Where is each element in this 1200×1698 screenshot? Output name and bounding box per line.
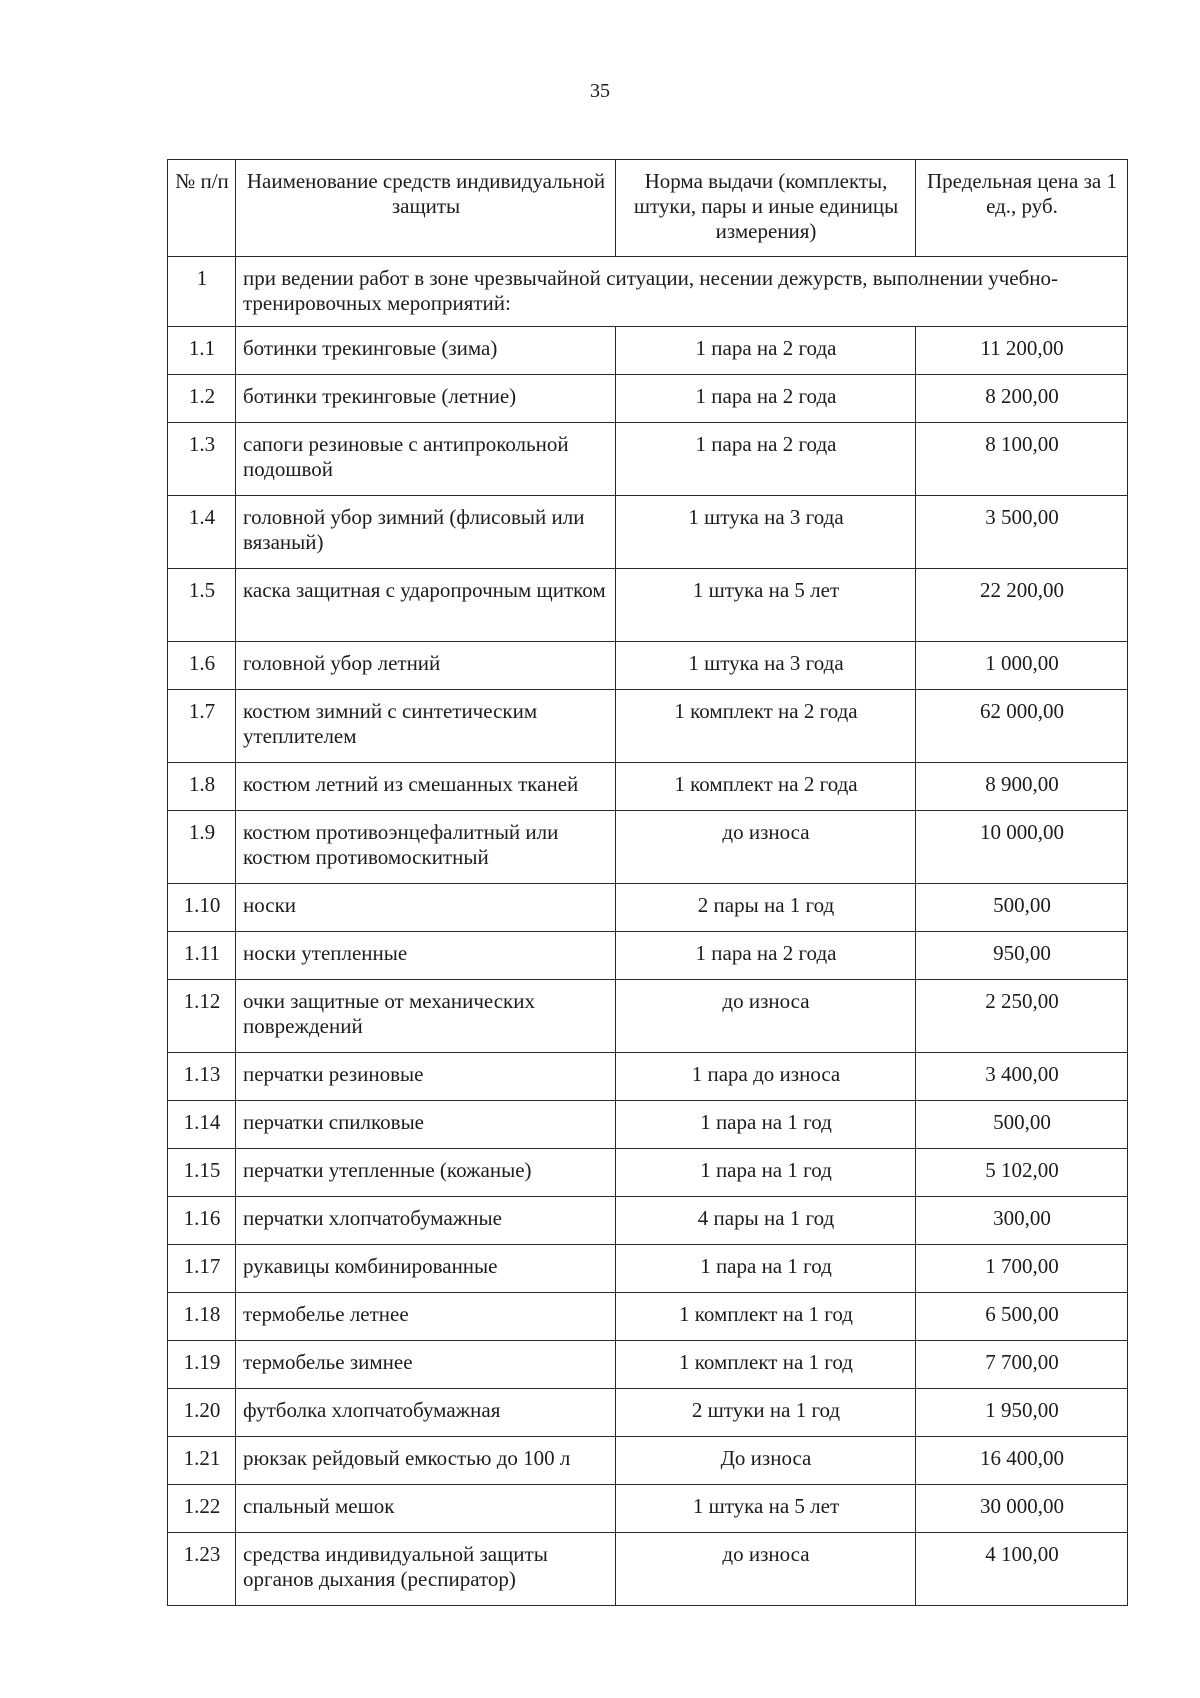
row-name: каска защитная с ударопрочным щитком: [236, 569, 616, 642]
row-norm: 1 комплект на 2 года: [616, 690, 916, 763]
row-name: средства индивидуальной защиты органов дыхания (респиратор): [236, 1533, 616, 1606]
section-text: при ведении работ в зоне чрезвычайной ситуации, несении дежурств, выполнении учебно-тренировочных мероприятий:: [236, 257, 1128, 327]
row-num: 1.2: [168, 375, 236, 423]
row-norm: До износа: [616, 1437, 916, 1485]
table-row: [168, 1293, 1128, 1341]
row-name: костюм зимний с синтетическим утеплителем: [236, 690, 616, 763]
table-row: [168, 327, 1128, 375]
row-name: рюкзак рейдовый емкостью до 100 л: [236, 1437, 616, 1485]
ppe-norms-table: [167, 159, 1128, 1606]
table-row: [168, 1101, 1128, 1149]
row-name: перчатки хлопчатобумажные: [236, 1197, 616, 1245]
row-name: ботинки трекинговые (летние): [236, 375, 616, 423]
row-name: костюм летний из смешанных тканей: [236, 763, 616, 811]
row-norm: 1 комплект на 1 год: [616, 1293, 916, 1341]
row-norm: 2 штуки на 1 год: [616, 1389, 916, 1437]
row-price: 30 000,00: [916, 1485, 1128, 1533]
row-num: 1.6: [168, 642, 236, 690]
row-num: 1.10: [168, 884, 236, 932]
table-row: [168, 1053, 1128, 1101]
row-name: футболка хлопчатобумажная: [236, 1389, 616, 1437]
row-price: 22 200,00: [916, 569, 1128, 642]
header-name: Наименование средств индивидуальной защиты: [236, 160, 616, 257]
row-norm: 1 пара на 1 год: [616, 1149, 916, 1197]
row-price: 500,00: [916, 1101, 1128, 1149]
row-price: 1 700,00: [916, 1245, 1128, 1293]
table-row: [168, 980, 1128, 1053]
header-price: Предельная цена за 1 ед., руб.: [916, 160, 1128, 257]
row-norm: 1 пара на 2 года: [616, 932, 916, 980]
row-num: 1.4: [168, 496, 236, 569]
row-price: 2 250,00: [916, 980, 1128, 1053]
row-price: 6 500,00: [916, 1293, 1128, 1341]
table-row: [168, 423, 1128, 496]
table-row: [168, 569, 1128, 642]
row-num: 1.9: [168, 811, 236, 884]
row-num: 1.20: [168, 1389, 236, 1437]
row-num: 1.22: [168, 1485, 236, 1533]
row-price: 3 500,00: [916, 496, 1128, 569]
table-header-row: [168, 160, 1128, 257]
row-name: сапоги резиновые с антипрокольной подошвой: [236, 423, 616, 496]
row-num: 1.11: [168, 932, 236, 980]
row-num: 1.1: [168, 327, 236, 375]
row-price: 8 200,00: [916, 375, 1128, 423]
row-price: 3 400,00: [916, 1053, 1128, 1101]
header-norm: Норма выдачи (комплекты, штуки, пары и иные единицы измерения): [616, 160, 916, 257]
row-norm: до износа: [616, 1533, 916, 1606]
row-norm: 1 штука на 5 лет: [616, 1485, 916, 1533]
row-name: термобелье зимнее: [236, 1341, 616, 1389]
row-num: 1.17: [168, 1245, 236, 1293]
row-price: 1 950,00: [916, 1389, 1128, 1437]
row-num: 1.16: [168, 1197, 236, 1245]
table-row: [168, 884, 1128, 932]
row-norm: 2 пары на 1 год: [616, 884, 916, 932]
row-num: 1.5: [168, 569, 236, 642]
row-name: перчатки утепленные (кожаные): [236, 1149, 616, 1197]
row-price: 8 100,00: [916, 423, 1128, 496]
row-price: 16 400,00: [916, 1437, 1128, 1485]
row-price: 7 700,00: [916, 1341, 1128, 1389]
row-num: 1.18: [168, 1293, 236, 1341]
table-row: [168, 811, 1128, 884]
table-row: [168, 496, 1128, 569]
row-num: 1.23: [168, 1533, 236, 1606]
row-price: 10 000,00: [916, 811, 1128, 884]
row-price: 62 000,00: [916, 690, 1128, 763]
row-name: перчатки резиновые: [236, 1053, 616, 1101]
row-num: 1.13: [168, 1053, 236, 1101]
table-row: [168, 642, 1128, 690]
section-num: 1: [168, 257, 236, 327]
table-row: [168, 375, 1128, 423]
row-name: ботинки трекинговые (зима): [236, 327, 616, 375]
row-name: спальный мешок: [236, 1485, 616, 1533]
row-price: 1 000,00: [916, 642, 1128, 690]
table-row: [168, 1149, 1128, 1197]
table-row: [168, 1533, 1128, 1606]
table-row: [168, 690, 1128, 763]
row-price: 11 200,00: [916, 327, 1128, 375]
row-price: 300,00: [916, 1197, 1128, 1245]
row-norm: 1 пара на 2 года: [616, 327, 916, 375]
row-name: рукавицы комбинированные: [236, 1245, 616, 1293]
row-num: 1.15: [168, 1149, 236, 1197]
row-norm: 1 штука на 5 лет: [616, 569, 916, 642]
row-price: 4 100,00: [916, 1533, 1128, 1606]
row-norm: 1 комплект на 1 год: [616, 1341, 916, 1389]
row-name: головной убор зимний (флисовый или вязаный): [236, 496, 616, 569]
row-norm: до износа: [616, 811, 916, 884]
table-row: [168, 1485, 1128, 1533]
row-price: 950,00: [916, 932, 1128, 980]
table-row: [168, 763, 1128, 811]
row-norm: 1 пара на 1 год: [616, 1101, 916, 1149]
table-row: [168, 1197, 1128, 1245]
row-num: 1.8: [168, 763, 236, 811]
row-norm: 1 штука на 3 года: [616, 642, 916, 690]
row-num: 1.7: [168, 690, 236, 763]
row-norm: до износа: [616, 980, 916, 1053]
row-num: 1.3: [168, 423, 236, 496]
row-name: термобелье летнее: [236, 1293, 616, 1341]
row-name: очки защитные от механических повреждений: [236, 980, 616, 1053]
page-number: 35: [590, 80, 610, 102]
table-row: [168, 932, 1128, 980]
table-row: [168, 1437, 1128, 1485]
row-price: 500,00: [916, 884, 1128, 932]
row-name: носки: [236, 884, 616, 932]
row-norm: 1 пара на 2 года: [616, 375, 916, 423]
table-row: [168, 1341, 1128, 1389]
row-name: перчатки спилковые: [236, 1101, 616, 1149]
row-norm: 1 пара до износа: [616, 1053, 916, 1101]
row-num: 1.14: [168, 1101, 236, 1149]
table-row: [168, 1245, 1128, 1293]
row-norm: 1 комплект на 2 года: [616, 763, 916, 811]
row-name: костюм противоэнцефалитный или костюм противомоскитный: [236, 811, 616, 884]
row-norm: 1 пара на 2 года: [616, 423, 916, 496]
row-norm: 1 штука на 3 года: [616, 496, 916, 569]
table-row: [168, 1389, 1128, 1437]
row-price: 8 900,00: [916, 763, 1128, 811]
row-norm: 1 пара на 1 год: [616, 1245, 916, 1293]
row-num: 1.19: [168, 1341, 236, 1389]
row-name: головной убор летний: [236, 642, 616, 690]
header-num: № п/п: [168, 160, 236, 257]
row-norm: 4 пары на 1 год: [616, 1197, 916, 1245]
section-row: [168, 257, 1128, 327]
row-num: 1.12: [168, 980, 236, 1053]
row-price: 5 102,00: [916, 1149, 1128, 1197]
row-num: 1.21: [168, 1437, 236, 1485]
row-name: носки утепленные: [236, 932, 616, 980]
